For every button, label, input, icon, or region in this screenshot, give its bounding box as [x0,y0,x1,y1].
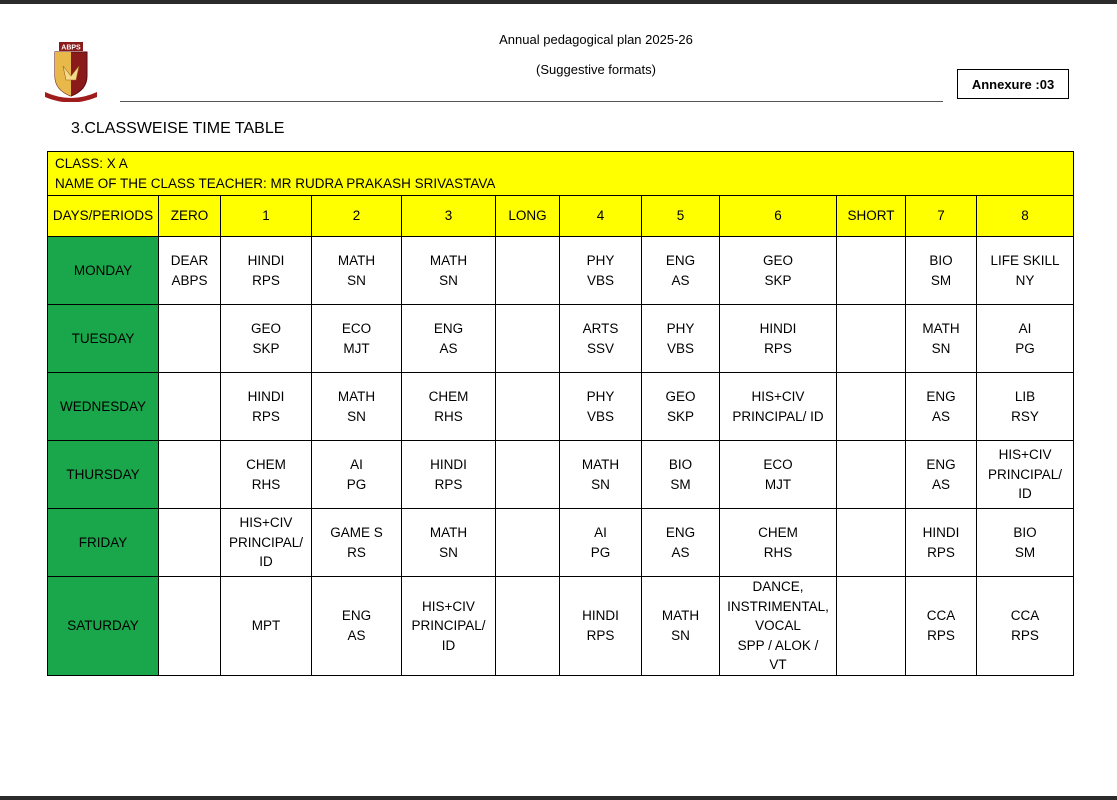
period-cell [159,441,221,509]
teacher-text: INSTRIMENTAL, [727,598,829,614]
period-cell [159,305,221,373]
subject-text: MATH [581,457,620,472]
subject-text: MATH [337,389,376,404]
teacher-text: RPS [434,476,463,492]
teacher-text: VOCAL [755,618,801,633]
period-cell [906,509,977,577]
teacher-text: PRINCIPAL/ [988,466,1063,482]
subject-text: ENG [341,608,372,624]
subject-text: MATH [661,608,700,624]
period-cell [977,441,1074,509]
day-cell: THURSDAY [48,441,159,509]
period-cell [221,305,312,373]
period-cell [496,509,560,577]
period-cell [977,237,1074,305]
period-cell [906,237,977,305]
period-cell [402,373,496,441]
period-cell [159,577,221,676]
period-cell [906,305,977,373]
header-days-periods: DAYS/PERIODS [48,196,159,237]
subject-text: MATH [429,253,468,268]
teacher-text: RPS [586,627,615,643]
header-rule [120,101,943,102]
subject-text: LIFE SKILL [990,253,1060,268]
svg-text:ABPS: ABPS [61,44,81,52]
teacher-text: SPP / ALOK / [737,637,819,653]
teacher-text: RPS [252,408,280,424]
timetable-row-thursday [48,441,1074,509]
period-cell [642,373,720,441]
teacher-text: ID [1018,486,1032,502]
subject-text: HINDI [759,321,797,336]
subject-text: PHY [586,253,615,268]
class-info [48,152,1074,196]
timetable-row-tuesday [48,305,1074,373]
period-cell [159,373,221,441]
period-cell [720,509,837,577]
teacher-text: SKP [252,340,280,356]
header-row [48,196,1074,237]
teacher-text: PG [1015,340,1035,356]
teacher-text: PG [346,476,367,492]
class-label: CLASS: X A [55,156,128,171]
timetable [47,151,1074,676]
period-cell [720,373,837,441]
period-cell [837,577,906,676]
period-cell [402,577,496,676]
bottom-border [0,796,1117,800]
period-cell [312,577,402,676]
subject-text: PHY [586,389,615,404]
day-cell: SATURDAY [48,577,159,676]
teacher-text: AS [671,544,690,560]
period-cell [221,373,312,441]
period-cell [402,441,496,509]
teacher-text: AS [671,272,690,288]
period-cell [312,237,402,305]
period-cell [560,509,642,577]
period-cell [837,305,906,373]
period-cell [312,305,402,373]
teacher-text: PRINCIPAL/ ID [732,408,824,424]
teacher-text: RHS [434,408,463,424]
subject-text: MATH [922,321,960,336]
subject-text: HINDI [430,457,467,472]
subject-text: LIB [1014,389,1036,404]
teacher-text: ABPS [171,272,208,288]
teacher-text: RSY [1011,408,1039,424]
teacher-text: SN [931,340,951,356]
teacher-text: SSV [586,340,614,356]
period-cell [312,509,402,577]
subject-text: HINDI [247,253,285,268]
teacher-text: SN [347,408,366,424]
subject-text: CCA [926,608,956,624]
period-cell [560,305,642,373]
subject-text: MPT [251,618,281,633]
header-period-7: 7 [906,196,977,237]
period-cell [642,577,720,676]
header-period-6: 6 [720,196,837,237]
header-period-8: 8 [977,196,1074,237]
header-period-zero: ZERO [159,196,221,237]
section-title: 3.CLASSWEISE TIME TABLE [71,120,285,137]
subject-text: AI [350,457,363,472]
day-cell: FRIDAY [48,509,159,577]
subject-text: HIS+CIV [998,447,1052,463]
teacher-text: RHS [251,476,281,492]
subject-text: ENG [665,253,696,268]
period-cell [496,441,560,509]
subject-text: AI [1018,321,1032,336]
subject-text: CHEM [428,389,469,404]
subject-text: ENG [665,525,696,540]
timetable-row-saturday [48,577,1074,676]
teacher-text: NY [1015,272,1035,288]
period-cell [402,509,496,577]
subject-text: HIS+CIV [239,515,293,531]
teacher-text: AS [439,340,458,356]
period-cell [560,441,642,509]
header-period-5: 5 [642,196,720,237]
teacher-text: AS [347,627,366,643]
teacher-text: SM [930,272,952,288]
period-cell [977,373,1074,441]
period-cell [312,441,402,509]
subject-text: CHEM [758,525,798,540]
period-cell [159,237,221,305]
period-cell [221,441,312,509]
subject-text: HINDI [922,525,960,540]
timetable-row-wednesday [48,373,1074,441]
teacher-text: RHS [763,544,793,560]
teacher-text: AS [931,476,950,492]
period-cell [977,305,1074,373]
class-teacher-label: NAME OF THE CLASS TEACHER: MR RUDRA PRAKASH SRIVASTAVA [55,175,496,191]
subject-text: BIO [1013,525,1037,540]
period-cell [977,577,1074,676]
teacher-text: VT [769,657,787,672]
subject-text: HIS+CIV [751,389,805,404]
subject-text: MATH [337,253,376,268]
header-period-short: SHORT [837,196,906,237]
period-cell [642,305,720,373]
period-cell [906,373,977,441]
period-cell [560,577,642,676]
teacher-text: VBS [586,408,614,424]
header-period-long: LONG [496,196,560,237]
school-logo [43,42,99,102]
subject-text: ECO [763,457,793,472]
period-cell [837,509,906,577]
day-cell: TUESDAY [48,305,159,373]
teacher-text: MJT [764,476,792,492]
subject-text: ENG [926,457,956,472]
subject-text: ARTS [582,321,619,336]
period-cell [496,237,560,305]
subject-text: HINDI [247,389,285,404]
day-cell: WEDNESDAY [48,373,159,441]
timetable-row-friday [48,509,1074,577]
period-cell [906,441,977,509]
teacher-text: PRINCIPAL/ [411,618,486,633]
period-cell [720,577,837,676]
teacher-text: RPS [1011,627,1039,643]
teacher-text: AS [931,408,950,424]
document-title: Annual pedagogical plan 2025-26 [499,32,693,47]
teacher-text: RS [347,544,366,560]
subject-text: GAME S [330,525,383,540]
period-cell [402,305,496,373]
subject-text: BIO [929,253,953,268]
teacher-text: VBS [666,340,694,356]
period-cell [560,237,642,305]
teacher-text: MJT [343,340,370,356]
subject-text: PHY [666,321,695,336]
header-period-4: 4 [560,196,642,237]
annexure-badge: Annexure :03 [957,69,1069,99]
teacher-text: RPS [252,272,280,288]
period-cell [312,373,402,441]
period-cell [720,305,837,373]
subject-text: GEO [665,389,696,404]
teacher-text: SN [439,272,458,288]
period-cell [837,373,906,441]
period-cell [977,509,1074,577]
subject-text: ENG [926,389,956,404]
teacher-text: SM [670,476,691,492]
period-cell [221,237,312,305]
teacher-text: SN [671,627,690,643]
subject-text: DANCE, [752,579,804,594]
header-period-1: 1 [221,196,312,237]
period-cell [837,237,906,305]
header-period-3: 3 [402,196,496,237]
period-cell [642,509,720,577]
subject-text: HINDI [582,608,619,624]
period-cell [221,577,312,676]
teacher-text: PG [590,544,611,560]
subject-text: CCA [1010,608,1040,624]
teacher-text: SN [347,272,366,288]
teacher-text: ID [259,554,273,570]
teacher-text: RPS [764,340,792,356]
teacher-text: VBS [586,272,614,288]
teacher-text: SKP [764,272,792,288]
top-border [0,0,1117,4]
period-cell [496,373,560,441]
period-cell [496,577,560,676]
subject-text: HIS+CIV [422,598,475,614]
teacher-text: PRINCIPAL/ [228,534,304,550]
teacher-text: SM [1014,544,1036,560]
subject-text: CHEM [246,457,286,472]
teacher-text: SN [591,476,610,492]
subject-text: ECO [341,321,372,336]
subject-text: MATH [429,525,468,540]
period-cell [560,373,642,441]
period-cell [642,441,720,509]
period-cell [720,237,837,305]
period-cell [159,509,221,577]
subject-text: DEAR [170,253,209,268]
teacher-text: RPS [927,627,955,643]
day-cell: MONDAY [48,237,159,305]
period-cell [906,577,977,676]
document-subtitle: (Suggestive formats) [536,62,656,77]
teacher-text: SKP [666,408,694,424]
teacher-text: RPS [927,544,955,560]
subject-text: GEO [250,321,281,336]
teacher-text: ID [441,637,456,653]
header-period-2: 2 [312,196,402,237]
period-cell [496,305,560,373]
timetable-row-monday [48,237,1074,305]
subject-text: BIO [668,457,693,472]
period-cell [720,441,837,509]
teacher-text: SN [439,544,458,560]
subject-text: GEO [762,253,793,268]
subject-text: ENG [433,321,464,336]
period-cell [402,237,496,305]
period-cell [221,509,312,577]
subject-text: AI [594,525,607,540]
period-cell [837,441,906,509]
period-cell [642,237,720,305]
